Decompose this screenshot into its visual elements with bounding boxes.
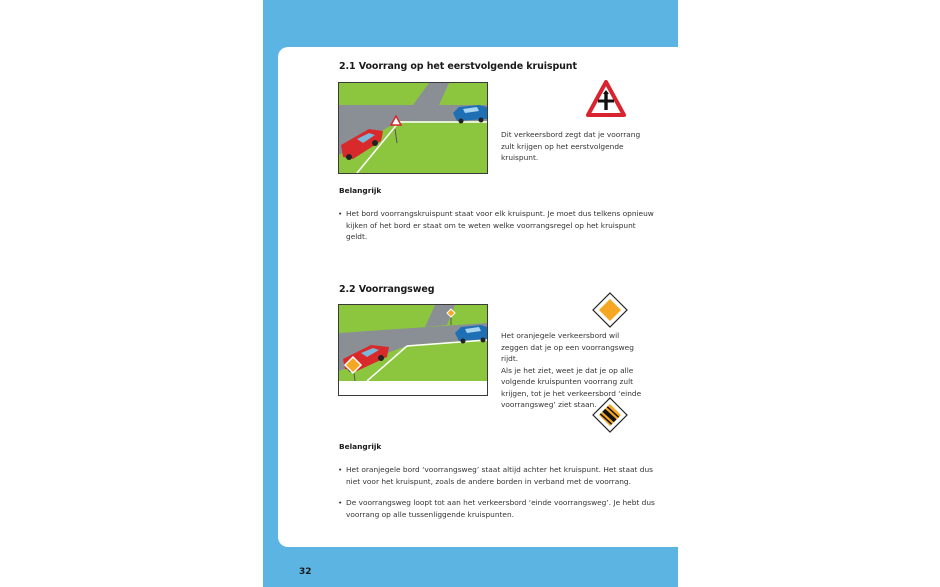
bullet-dot: • — [338, 498, 343, 507]
section-2-1-heading: 2.1 Voorrang op het eerstvolgende kruispunt — [339, 61, 577, 72]
bullet-dot: • — [338, 465, 343, 474]
section-2-2-bullet-2 — [338, 497, 658, 520]
end-of-priority-road-sign-icon — [592, 397, 628, 437]
text-line: zult krijgen op het eerstvolgende — [501, 141, 624, 151]
text-line: kruispunt. — [501, 153, 539, 162]
text-line: rijdt. — [501, 354, 519, 363]
section-2-2-heading: 2.2 Voorrangsweg — [339, 284, 435, 295]
priority-crossroad-triangle-sign-icon — [586, 80, 626, 122]
text-line: niet voor het kruispunt, zoals de andere borden in verband met de voorrang. — [346, 476, 631, 486]
text-line: Het oranjegele bord ‘voorrangsweg’ staat altijd achter het kruispunt. Het staat dus — [346, 465, 653, 474]
text-line: Als je het ziet, weet je dat je op alle — [501, 365, 634, 375]
text-line: krijgen, tot je het verkeersbord ‘einde — [501, 388, 642, 398]
page-number: 32 — [299, 567, 312, 577]
text-line: voorrang op alle tussenliggende kruispunten. — [346, 509, 514, 519]
illustration-crossroad-1 — [338, 82, 488, 174]
text-line: volgende kruispunten voorrang zult — [501, 377, 634, 386]
section-2-1-important-label: Belangrijk — [339, 186, 382, 195]
text-line: zeggen dat je op een voorrangsweg — [501, 342, 634, 352]
text-line: Dit verkeersbord zegt dat je voorrang — [501, 130, 641, 139]
section-2-2-bullet-1 — [338, 464, 658, 487]
text-line: kijken of het bord er staat om te weten welke voorrangsregel op het kruispunt — [346, 220, 636, 230]
section-2-1-bullet — [338, 208, 658, 243]
bullet-dot: • — [338, 209, 343, 218]
text-line: voorrangsweg’ ziet staan. — [501, 400, 597, 409]
text-line: geldt. — [346, 232, 368, 241]
priority-road-diamond-sign-icon — [592, 292, 628, 332]
section-2-2-important-label: Belangrijk — [339, 442, 382, 451]
text-line: Het oranjegele verkeersbord wil — [501, 331, 620, 340]
section-2-1-sign-description — [501, 129, 640, 164]
text-line: De voorrangsweg loopt tot aan het verkeersbord ‘einde voorrangsweg’. Je hebt dus — [346, 498, 655, 507]
text-line: Het bord voorrangskruispunt staat voor elk kruispunt. Je moet dus telkens opnieuw — [346, 209, 654, 218]
illustration-crossroad-2 — [338, 304, 488, 396]
